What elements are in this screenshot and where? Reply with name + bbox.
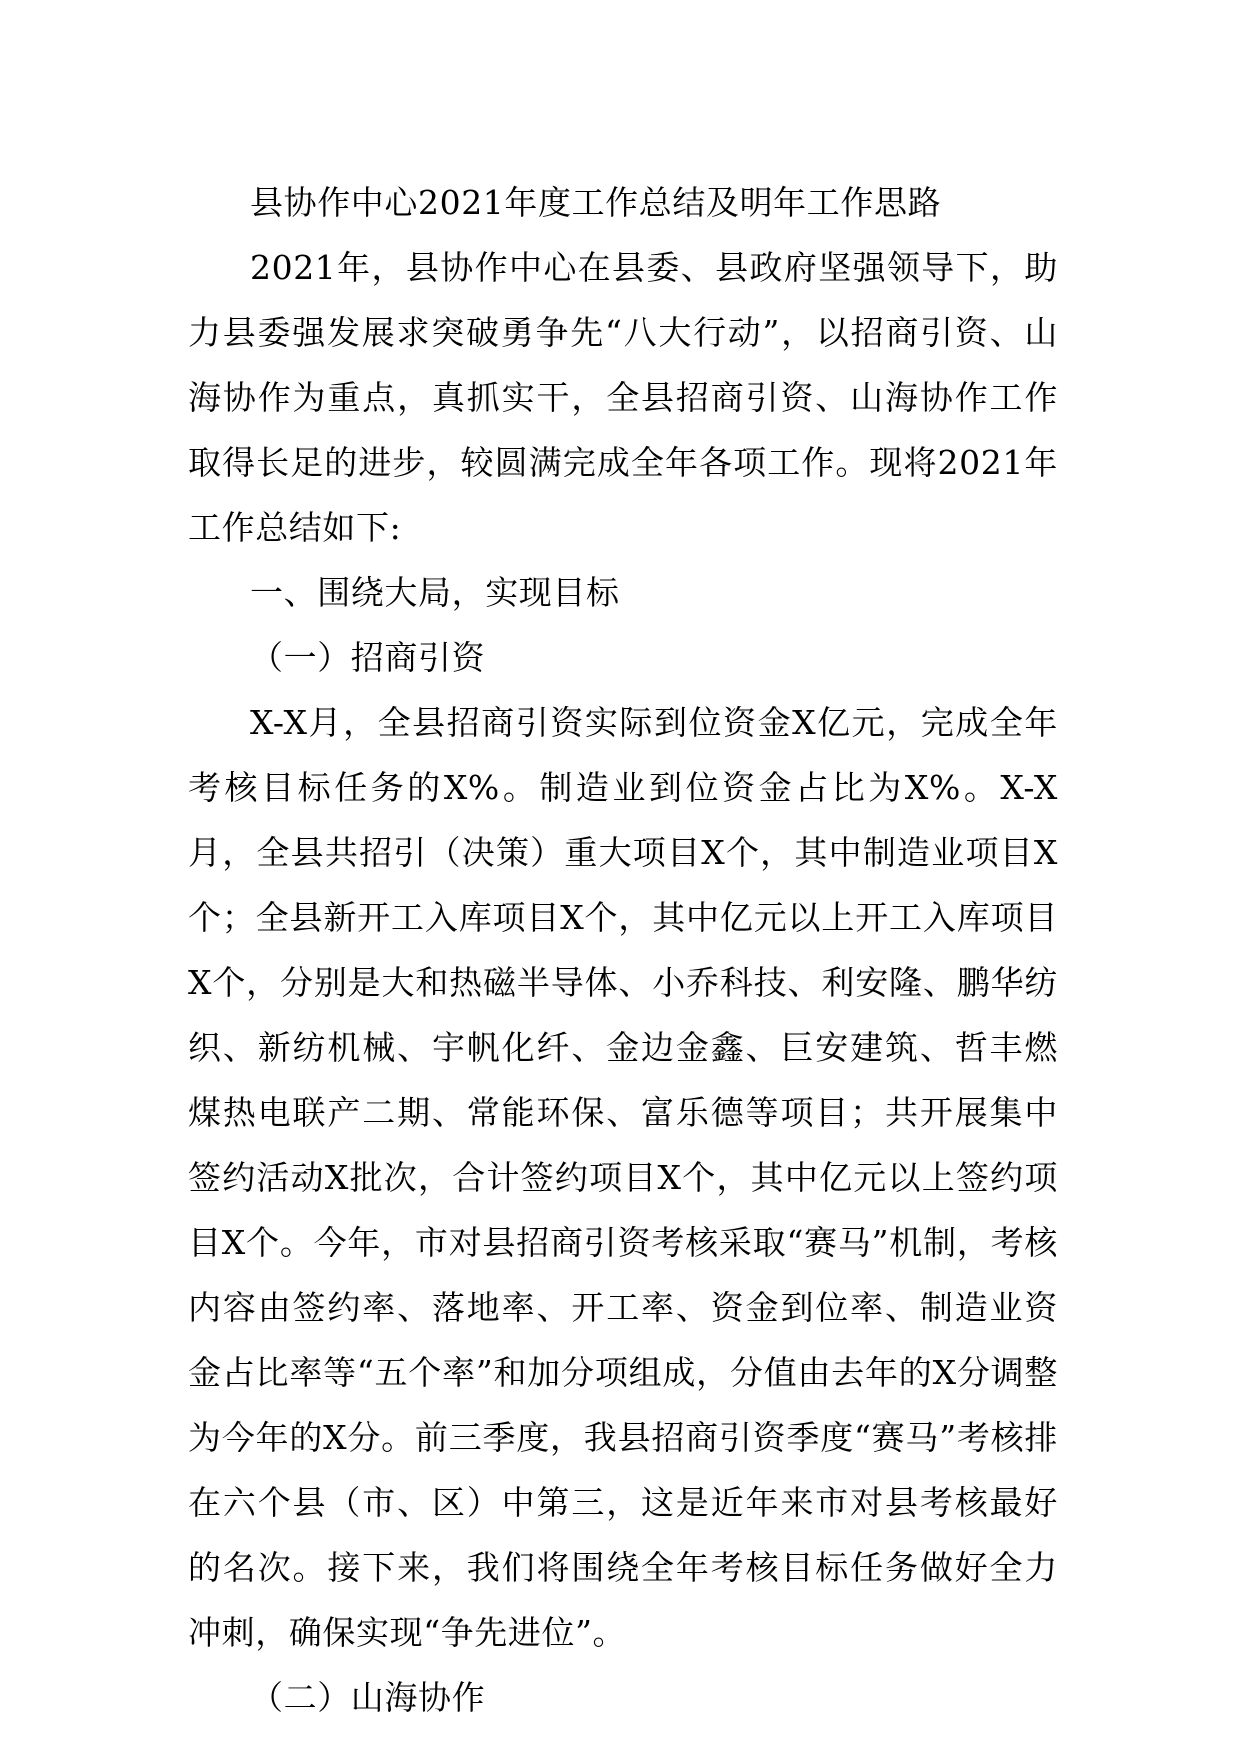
subsection-heading-1: （一）招商引资 <box>250 638 486 677</box>
intro-paragraph: 2021年，县协作中心在县委、县政府坚强领导下，助力县委强发展求突破勇争先“八大行动”，以招商引资、山海协作为重点，真抓实干，全县招商引资、山海协作工作取得长足的进步，较圆满完成全年各项工作。现将2021年工作总结如下: <box>188 248 1058 547</box>
document-title: 县协作中心2021年度工作总结及明年工作思路 <box>250 183 942 222</box>
subsection-1-body: X-X月，全县招商引资实际到位资金X亿元，完成全年考核目标任务的X%。制造业到位资金占比为X%。X-X月，全县共招引（决策）重大项目X个，其中制造业项目X个；全县新开工入库项目X个，其中亿元以上开工入库项目X个，分别是大和热磁半导体、小乔科技、利安隆、鹏华纺织、新纺机械、宇帆化纤、金边金鑫、巨安建筑、哲丰燃煤热电联产二期、常能环保、富乐德等项目；共开展集中签约活动X批次，合计签约项目X个，其中亿元以上签约项目X个。今年，市对县招商引资考核采取“赛马”机制，考核内容由签约率、落地率、开工率、资金到位率、制造业资金占比率等“五个率”和加分项组成，分值由去年的X分调整为今年的X分。前三季度，我县招商引资季度“赛马”考核排在六个县（市、区）中第三，这是近年来市对县考核最好的名次。接下来，我们将围绕全年考核目标任务做好全力冲刺，确保实现“争先进位”。 <box>188 703 1058 1652</box>
document-body <box>188 170 1058 1730</box>
section-heading-1: 一、围绕大局，实现目标 <box>250 573 620 612</box>
subsection-heading-2: （二）山海协作 <box>250 1678 486 1717</box>
